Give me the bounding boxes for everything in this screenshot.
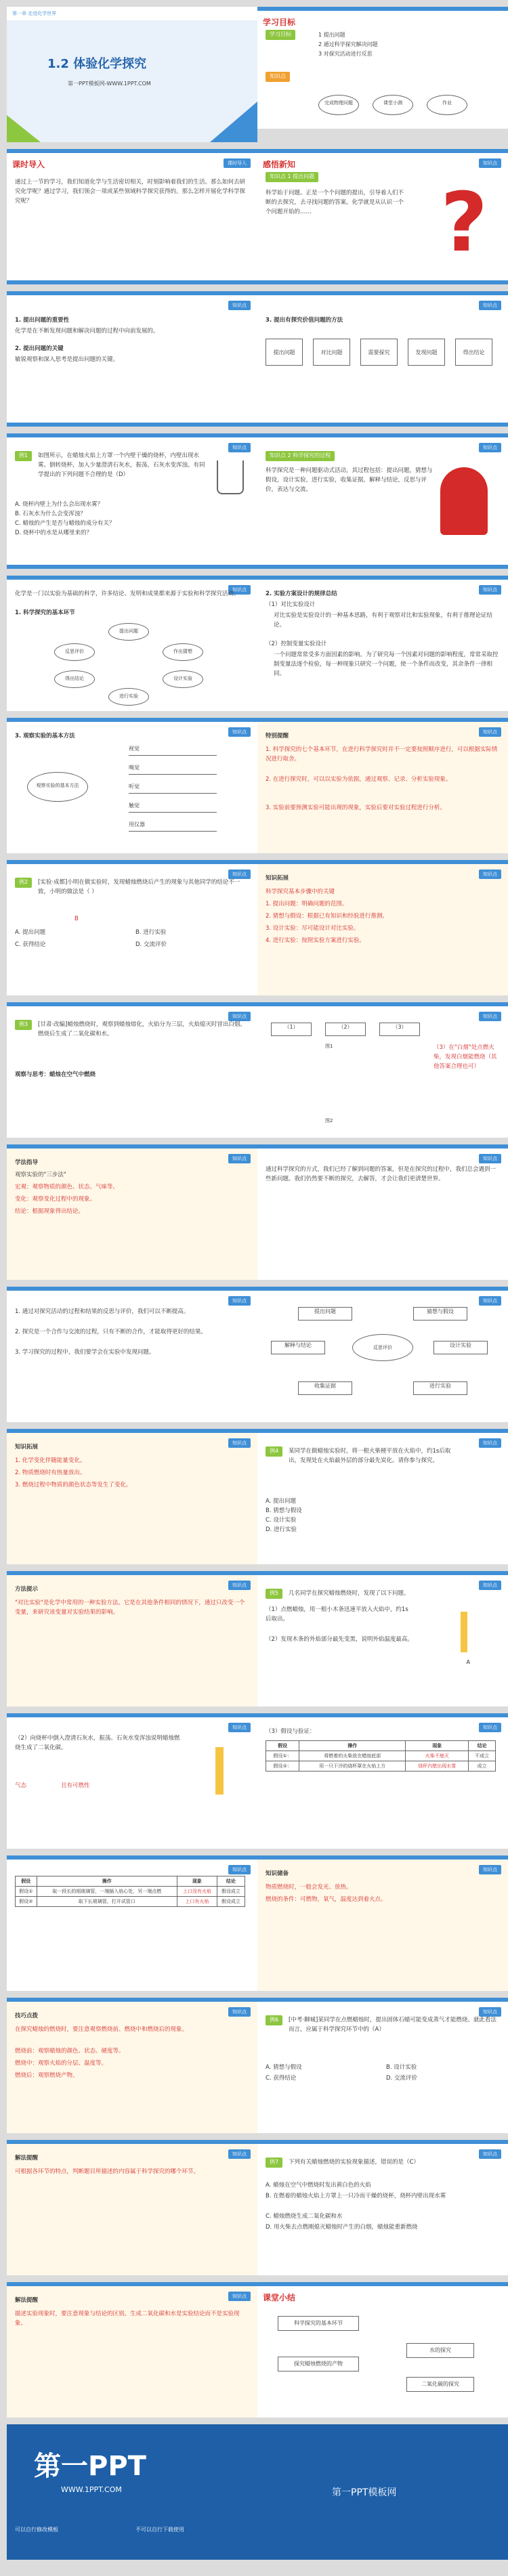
table-cell: 取下长玻璃管，打开试管口 [37,1897,177,1907]
sub-question: 观察与思考：蜡烛在空气中燃烧 [15,1071,96,1078]
diagram-box: （1） [271,1023,312,1036]
cycle-center: 反思评价 [352,1334,413,1361]
point-text: 科学探究是一种问题驱动式活动，其过程包括：提出问题，猜想与假设，设计实验，进行实验，收集证据，解释与结论，反思与评价，表达与交流。 [266,467,433,493]
example-pill: 例2 [15,878,32,888]
intro-text: 科学始于问题。正是一个个问题的提出，引导着人们不断的去探究，去寻找问题的答案。化学就是从认识一个个问题开始的…… [266,190,404,215]
point-line: 1. 科学探究的基本环节 [15,609,75,616]
option: C. 蜡烛的产生是否与蜡烛的成分有关？ [15,520,115,527]
option: C. 设计实验 [266,1517,297,1524]
section-tag: 知识点 [479,1581,501,1590]
note-heading: 解法提醒 [15,2155,39,2162]
top-bar [257,291,508,295]
note-line: 观察实验的"三步法" [15,1172,66,1178]
candle-icon [461,1612,467,1652]
question-text: [中考·聊城]某同学在点燃蜡烛时，提出固体石蜡可能变成蒸气才能燃烧。就此看法而言，应属于科学探究环节中的（A） [289,2017,496,2033]
section-tag: 知识点 [228,301,251,310]
slide-1 [7,7,257,142]
question-text: 如图所示，在蜡烛火焰上方罩一个内壁干燥的烧杯，内壁出现水雾。倒转烧杯，加入少量澄清石灰水，振荡，石灰水变浑浊。有同学提出的下列问题不合理的是（D） [38,452,205,478]
table-header: 现象 [177,1876,217,1887]
section-tag: 知识点 [479,1438,501,1448]
top-bar [7,149,257,153]
note-line: 燃烧前：观察蜡烛的颜色、状态、硬度等。 [15,2048,125,2055]
point-line: 1. 通过对探究活动的过程和结果的反思与评价，我们可以不断提高。 [15,1308,190,1315]
section-tag: 知识点 [479,1154,501,1163]
top-bar [7,1855,257,1860]
example-pill: 例5 [266,1589,282,1599]
slide-33 [7,2282,257,2418]
top-bar [7,576,257,580]
slide-10 [257,576,508,711]
note-line: 燃烧中：观察火焰的分层、温度等。 [15,2060,108,2067]
knowledge-pill: 知识点 [266,72,290,82]
question-line: （2）发现木条的外焰部分最先变黑，说明外焰温度最高。 [266,1636,413,1643]
figure-caption: 图2 [325,1118,333,1123]
beaker-icon [217,460,244,494]
top-bar [257,1571,508,1575]
section-tag: 知识点 [479,727,501,737]
section-heading: 课堂小结 [263,2293,296,2302]
logo-text: 第一PPT [34,2451,146,2482]
option: B. 设计实验 [386,2064,417,2071]
table-cell: 烧杯内壁出现水雾 [406,1761,469,1772]
candle-icon [215,1747,224,1795]
mindmap-branch: 嗅觉 [129,764,217,775]
note-line: 3. 设计实验：尽可能设计对比实验。 [266,925,360,932]
table-cell: 假设成立 [217,1897,245,1907]
logo-url: WWW.1PPT.COM [61,2485,122,2494]
point-line: 对比实验是实验设计的一种基本思路，有利于观察对比和实验现象，有利于推理论证结论。 [274,612,493,628]
question-line: （2）向烧杯中倒入澄清石灰水，振荡。石灰水变浑浊说明蜡烛燃烧生成了二氧化碳。 [15,1735,180,1751]
top-bar [257,433,508,437]
option: D. 烧杯中的水是从哪里来的？ [15,530,92,536]
top-bar [7,2282,257,2286]
section-tag: 知识点 [479,585,501,595]
slide-4 [257,149,508,284]
top-bar [7,718,257,722]
table-cell: 将燃着的火柴放在蜡烛底部 [299,1751,406,1761]
table-cell: 假设①： [266,1751,299,1761]
slide-20 [257,1287,508,1422]
cycle-node: 作出猜想 [163,643,203,661]
table-header: 假设 [16,1876,37,1887]
note-line: 科学探究基本步骤中的关键 [266,888,335,895]
section-tag: 知识点 [479,870,501,879]
cycle-box: 收集证据 [298,1381,352,1395]
note-heading: 知识拓展 [15,1444,39,1451]
example-pill: 例3 [15,1020,32,1030]
note-line: 物质燃烧时，一般会发光、放热。 [266,1884,352,1891]
cycle-box: 进行实验 [413,1381,467,1395]
header-tag: 第一章 走进化学世界 [12,11,57,16]
table-header: 操作 [299,1741,406,1751]
answer: B [75,916,79,922]
knowledge-pill: 知识点 2 科学探究的过程 [266,451,335,461]
table-cell: 不成立 [469,1751,496,1761]
example-pill: 例4 [266,1446,282,1457]
table-cell: 假设成立 [217,1887,245,1897]
slide-21 [7,1429,257,1564]
question-text: [实验·成都]小明在做实验时，发现蜡烛燃烧后产生的现象与其他同学的结论不一致，小明的做法是（ ） [38,879,240,895]
table-header: 操作 [37,1876,177,1887]
table-row [16,1887,245,1897]
slide-8 [257,433,508,569]
slide-14 [257,860,508,995]
top-bar [7,1287,257,1291]
mindmap-center: 观察实验的基本方法 [27,772,88,802]
cycle-node: 得出结论 [54,670,95,688]
top-bar [257,1002,508,1006]
brand-text: 第一PPT模板网-WWW.1PPT.COM [68,81,151,87]
slide-12 [257,718,508,853]
slide-9 [7,576,257,711]
bottom-bar [7,565,257,569]
summary-box: 水的探究 [406,2343,474,2358]
point-line: 2. 实验方案设计的规律总结 [266,591,337,597]
top-bar [7,1144,257,1149]
section-tag: 课时导入 [224,158,251,168]
top-bar [257,2140,508,2144]
slide-26 [257,1713,508,1849]
question-mark-icon: ? [440,176,488,270]
top-bar [7,1429,257,1433]
table-row [266,1761,496,1772]
top-bar [257,149,508,153]
knowledge-pill: 知识点 1 提出问题 [266,172,318,182]
section-tag: 知识点 [479,301,501,310]
section-tag: 知识点 [479,1865,501,1874]
note-line: 1. 化学变化伴随能量变化。 [15,1457,86,1464]
note-line: 1. 科学探究的七个基本环节，在进行科学探究时并不一定要按照顺序进行，可以根据实际情况进行取舍。 [266,746,498,763]
section-tag: 知识点 [479,443,501,452]
slide-25 [7,1713,257,1849]
point-line: 3. 学习探究的过程中，我们要学会在实验中发现问题。 [15,1349,155,1356]
summary-box: 科学探究的基本环节 [278,2316,359,2331]
diagram-box: （2） [325,1023,366,1036]
section-tag: 知识点 [479,2007,501,2017]
note-line: 在探究蜡烛的燃烧时，要注意观察燃烧前、燃烧中和燃烧后的现象。 [15,2026,188,2033]
slide-2 [257,7,508,129]
corner-decoration [210,102,257,142]
slide-24 [257,1571,508,1706]
section-tag: 知识点 [479,1723,501,1732]
goal-2: 2 通过科学探究解决问题 [318,41,378,47]
top-bar [257,7,508,11]
flow-box: 发现问题 [408,339,445,366]
table-cell: 成立 [469,1761,496,1772]
point-line: （1）对比实验设计 [266,601,316,608]
data-table [15,1876,245,1907]
option: A. 蜡烛在空气中燃烧时发出黄白色的火焰 [266,2182,371,2189]
diagram-box: （3） [379,1023,420,1036]
point-line: 1. 提出问题的重要性 [15,317,70,324]
table-cell: 假设① [16,1887,37,1897]
slide-5 [7,291,257,427]
point-line: （2）控制变量实验设计 [266,641,327,647]
top-bar [7,2140,257,2144]
option: A. 烧杯内壁上为什么会出现水雾？ [15,501,104,508]
point-line: 2. 探究是一个合作与交流的过程，只有不断的合作，才能取得更好的结果。 [15,1329,207,1335]
section-tag: 知识点 [228,870,251,879]
summary-box: 探究蜡烛燃烧的产物 [278,2357,359,2371]
note-line: 宏观：观察物质的颜色、状态、气味等。 [15,1184,119,1190]
section-heading: 学习目标 [263,18,296,27]
table-row [16,1897,245,1907]
question-text: [甘肃·改编]蜡烛燃烧时，观察到蜡烛熔化，火焰分为三层，火焰熄灭时冒出白烟。燃烧后生成了二氧化碳和水。 [38,1021,246,1037]
table-row [266,1751,496,1761]
note-line: 燃烧后：观察燃烧产物。 [15,2072,79,2079]
option: D. 交流评价 [135,941,167,948]
example-pill: 例7 [266,2158,282,2168]
top-bar [257,1144,508,1149]
flow-box: 得出结论 [455,339,492,366]
section-tag: 知识点 [228,1865,251,1874]
cycle-box: 设计实验 [433,1341,488,1354]
option: B. 进行实验 [135,929,167,936]
cycle-node: 提出问题 [108,623,149,641]
section-tag: 知识点 [228,1154,251,1163]
corner-decoration-2 [7,115,41,142]
flow-box: 需要探究 [360,339,398,366]
top-bar [257,860,508,864]
answer-text: （3）在"白烟"处点燃火柴，发现白烟能燃烧（其他答案合理也可） [433,1044,497,1070]
table-header: 假设 [266,1741,299,1751]
slide-17 [7,1144,257,1280]
question-line: （1）点燃蜡烛，用一根小木条迅速平放入火焰中，约1s后取出。 [266,1606,408,1623]
slide-15 [7,1002,257,1138]
slide-27 [7,1855,257,1991]
scientist-icon [440,467,488,535]
section-tag: 知识点 [228,2007,251,2017]
question-text: 下列有关蜡烛燃烧的实验现象描述，错误的是（C） [289,2159,419,2166]
bottom-bar [257,423,508,427]
point-text: 通过科学探究的方式，我们已经了解到问题的答案，但是在探究的过程中，我们总会遇到一些新问题。我们仍然要不断的探究，去解答，才会让我们更清楚世界。 [266,1166,496,1182]
table-header: 结论 [469,1741,496,1751]
slide-30 [257,1998,508,2133]
cycle-box: 解释与结论 [271,1341,325,1354]
summary-box: 二氧化碳的探究 [406,2377,474,2392]
section-tag: 知识点 [479,1012,501,1021]
note-line: 2. 在进行探究时，可以以实验为依据，通过观察、记录、分析实验现象。 [266,776,452,783]
goal-3: 3 对探究活动进行反思 [318,51,373,57]
point-line: 一个问题常常受多方面因素的影响。为了研究每一个因素对问题的影响程度，常常采取控制变量法逐个检验，每一种现象只研究一个问题，使一个条件而改变，其余条件一律相同。 [274,651,499,677]
point-line: 3. 提出有探究价值问题的方法 [266,317,343,324]
section-tag: 知识点 [479,2149,501,2159]
slide-32 [257,2140,508,2275]
section-tag: 知识点 [479,1296,501,1306]
top-bar [7,1571,257,1575]
table-cell: 假设② [16,1897,37,1907]
mindmap-branch: 用仪器 [129,821,217,832]
option: B. 石灰水为什么会变浑浊？ [15,511,86,517]
figure-label: A [466,1659,470,1665]
slide-29 [7,1998,257,2133]
bottom-bar [257,565,508,569]
footer-note: 不可以自行下载使用 [135,2527,184,2533]
slide-36 [257,2424,508,2560]
note-line: 变化：观察变化过程中的现象。 [15,1196,96,1203]
note-line: 3. 实验前要预测实验可能出现的现象，实验后要对实验过程进行分析。 [266,804,446,811]
step-1: 完成物理问题 [318,95,359,115]
step-2: 课堂小测 [373,95,413,115]
section-tag: 知识点 [228,1438,251,1448]
question-text: 某同学在做蜡烛实验时，将一根火柴梗平放在火焰中，约1s后取出，发现处在火焰最外层的部分最先炭化。请你参与探究。 [289,1448,451,1464]
option: B. 在燃着的蜡烛火焰上方罩上一只冷而干燥的烧杯，烧杯内壁出现水雾 [266,2193,446,2199]
option: C. 获得结论 [266,2075,297,2082]
mindmap-branch: 视觉 [129,745,217,756]
section-heading: 感悟新知 [263,160,296,169]
point-line: 化学是一门以实验为基础的科学，许多结论、发明和成果都来源于实验和科学探究活动。 [15,591,240,597]
point-line: 敏锐观察和深入思考是提出问题的关键。 [15,356,119,363]
table-cell: 用一只干冷的烧杯罩在火焰上方 [299,1761,406,1772]
note-line: 可根据各环节的特点，判断题目所描述的内容属于科学探究的哪个环节。 [15,2168,200,2175]
table-cell: 假设②： [266,1761,299,1772]
table-cell: 取一段长的细玻璃管，一端插入焰心处，另一端点燃 [37,1887,177,1897]
slide-6 [257,291,508,427]
section-tag: 知识点 [228,2292,251,2301]
goal-pill: 学习目标 [266,30,295,40]
bottom-bar [7,280,257,284]
brand-text: 第一PPT模板网 [332,2487,397,2498]
slide-11 [7,718,257,853]
note-heading: 知识拓展 [266,875,289,882]
table-header: 结论 [217,1876,245,1887]
cycle-node: 进行实验 [108,688,149,706]
top-bar [7,1998,257,2002]
note-line: 2. 物质燃烧时有热量放出。 [15,1469,86,1476]
top-bar [257,1429,508,1433]
table-cell: 火柴不熄灭 [406,1751,469,1761]
slide-22 [257,1429,508,1564]
note-line: 描述实验现象时，要注意现象与结论的区别。生成二氧化碳和水是实验结论而不是实验现象。 [15,2311,240,2327]
option: D. 交流评价 [386,2075,417,2082]
option: B. 猜想与假设 [266,1507,302,1514]
section-tag: 知识点 [228,1012,251,1021]
bottom-bar [257,280,508,284]
slide-3 [7,149,257,284]
note-heading: 技巧点拨 [15,2013,39,2019]
top-bar [257,576,508,580]
top-bar [7,1002,257,1006]
step-3: 作业 [427,95,467,115]
note-line: 4. 进行实验：按照实验方案进行实验。 [266,937,365,944]
option: C. 获得结论 [15,941,46,948]
top-bar [257,1998,508,2002]
cycle-box: 猜想与假设 [413,1307,467,1321]
section-tag: 知识点 [228,727,251,737]
note-line: 1. 提出问题：明确问题的范围。 [266,901,348,907]
table-cell: 上口没有火焰 [177,1887,217,1897]
slide-13 [7,860,257,995]
top-bar [257,718,508,722]
slide-7 [7,433,257,569]
section-tag: 知识点 [228,585,251,595]
flow-box: 对比问题 [313,339,350,366]
top-bar [257,2282,508,2286]
slide-23 [7,1571,257,1706]
note-line: 结论：根据现象得出结论。 [15,1208,85,1215]
cycle-node: 设计实验 [163,670,203,688]
table-header: 现象 [406,1741,469,1751]
option: A. 提出问题 [15,929,46,936]
table-cell: 上口有火焰 [177,1897,217,1907]
top-bar [257,1287,508,1291]
section-heading: 课时导入 [12,160,45,169]
section-tag: 知识点 [228,1581,251,1590]
note-heading: 解法提醒 [15,2297,39,2304]
cycle-box: 提出问题 [298,1307,352,1321]
point-line: 化学是在不断发现问题和解决问题的过程中向前发展的。 [15,328,159,335]
section-tag: 知识点 [228,443,251,452]
note-line: "对比实验"是化学中常用的一种实验方法。它是在其他条件相同的情况下，通过只改变一个变量，来研究该变量对实验结果的影响。 [15,1600,245,1616]
section-tag: 知识点 [479,158,501,168]
slide-19 [7,1287,257,1422]
question-text: 几名同学在探究蜡烛燃烧时，发现了以下问题。 [289,1590,410,1597]
slide-title: 1.2 体验化学探究 [47,57,147,71]
top-bar [257,1855,508,1860]
slide-18 [257,1144,508,1280]
point-line: 2. 提出问题的关键 [15,345,64,352]
footer-note: 可以自行修改模板 [15,2527,58,2533]
option: C. 蜡烛燃烧生成二氧化碳和水 [266,2213,343,2220]
answer-blank: 且有可燃性 [61,1782,90,1789]
section-tag: 知识点 [228,2149,251,2159]
slide-16 [257,1002,508,1138]
example-pill: 例1 [15,451,32,461]
figure-caption: 图1 [325,1044,333,1049]
option: A. 提出问题 [266,1498,297,1505]
flow-box: 提出问题 [266,339,303,366]
note-line: 燃烧的条件：可燃物，氧气，温度达到着火点。 [266,1896,387,1903]
option: A. 猜想与假设 [266,2064,302,2071]
option: D. 进行实验 [266,1526,297,1533]
top-bar [7,860,257,864]
slide-34 [257,2282,508,2418]
mindmap-branch: 听觉 [129,783,217,794]
mindmap-branch: 触觉 [129,802,217,813]
goal-1: 1 提出问题 [318,32,345,38]
intro-text: 通过上一节的学习，我们知道化学与生活密切相关，时刻影响着我们的生活。那么如何去研究化学呢？通过学习，我们领会一项或某些领域科学探究获得的。那么怎样开展化学科学探究呢？ [15,179,246,205]
slide-31 [7,2140,257,2275]
answer-blank: 气态 [15,1782,27,1789]
note-heading: 学法指导 [15,1159,39,1166]
data-table [266,1740,496,1772]
cycle-node: 反思评价 [54,643,95,661]
top-bar [7,433,257,437]
slide-28 [257,1855,508,1991]
top-bar [7,291,257,295]
table-row [16,1876,245,1887]
note-heading: 方法提示 [15,1586,39,1593]
bottom-bar [7,423,257,427]
table-row [266,1741,496,1751]
note-heading: 知识储备 [266,1870,289,1877]
option: D. 用火柴去点燃刚熄灭蜡烛时产生的白烟，蜡烛能重新燃烧 [266,2224,418,2231]
section-tag: 知识点 [228,1296,251,1306]
slide-35 [7,2424,257,2560]
section-tag: 知识点 [228,1723,251,1732]
example-pill: 例6 [266,2015,282,2025]
note-line: 2. 猜想与假设：根据已有知识和经验进行推测。 [266,913,388,920]
note-heading: 特别提醒 [266,733,289,739]
top-bar [257,1713,508,1717]
top-bar [7,1713,257,1717]
caption: （3）假设与验证： [266,1728,316,1735]
point-line: 3. 观察实验的基本方法 [15,733,75,739]
note-line: 3. 燃烧过程中物质的颜色状态等发生了变化。 [15,1482,132,1488]
